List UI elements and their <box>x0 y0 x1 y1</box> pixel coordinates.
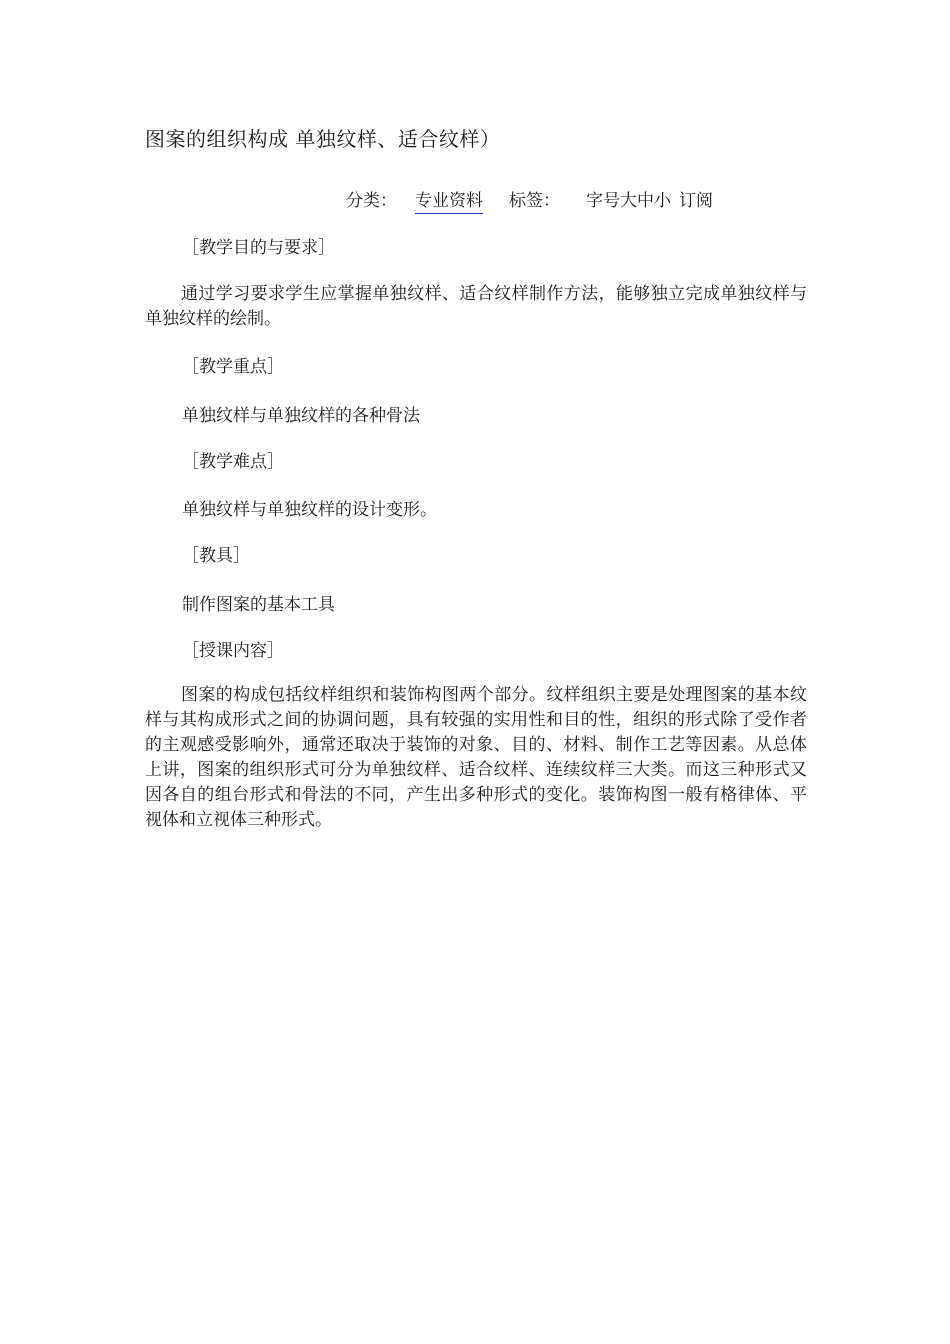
difficulties-text: 单独纹样与单独纹样的设计变形。 <box>182 500 437 520</box>
goals-paragraph: 通过学习要求学生应掌握单独纹样、适合纹样制作方法，能够独立完成单独纹样与单独纹样的绘制。 <box>145 284 807 329</box>
tools-text: 制作图案的基本工具 <box>182 595 335 615</box>
article-meta <box>346 186 713 214</box>
tools-heading: ［教具］ <box>182 546 250 566</box>
category-link[interactable]: 专业资料 <box>415 186 483 214</box>
content-heading: ［授课内容］ <box>182 641 284 661</box>
subscribe-link[interactable]: 订阅 <box>679 191 713 211</box>
content-paragraph: 图案的构成包括纹样组织和装饰构图两个部分。纹样组织主要是处理图案的基本纹样与其构成形式之间的协调问题，具有较强的实用性和目的性，组织的形式除了受作者的主观感受影响外，通常还取决于装饰的对象、目的、材料、制作工艺等因素。从总体上讲，图案的组织形式可分为单独纹样、适合纹样、连续纹样三大类。而这三种形式又因各自的组台形式和骨法的不同，产生出多种形式的变化。装饰构图一般有格律体、平视体和立视体三种形式。 <box>145 685 807 830</box>
difficulties-heading: ［教学难点］ <box>182 452 284 472</box>
article-title: 图案的组织构成 单独纹样、适合纹样） <box>145 127 501 151</box>
goals-heading: ［教学目的与要求］ <box>182 238 335 258</box>
key-points-heading: ［教学重点］ <box>182 357 284 377</box>
font-size-control[interactable]: 字号大中小 <box>586 191 671 211</box>
category-label: 分类： <box>346 191 397 211</box>
tag-label: 标签： <box>509 191 560 211</box>
key-points-text: 单独纹样与单独纹样的各种骨法 <box>182 406 420 426</box>
